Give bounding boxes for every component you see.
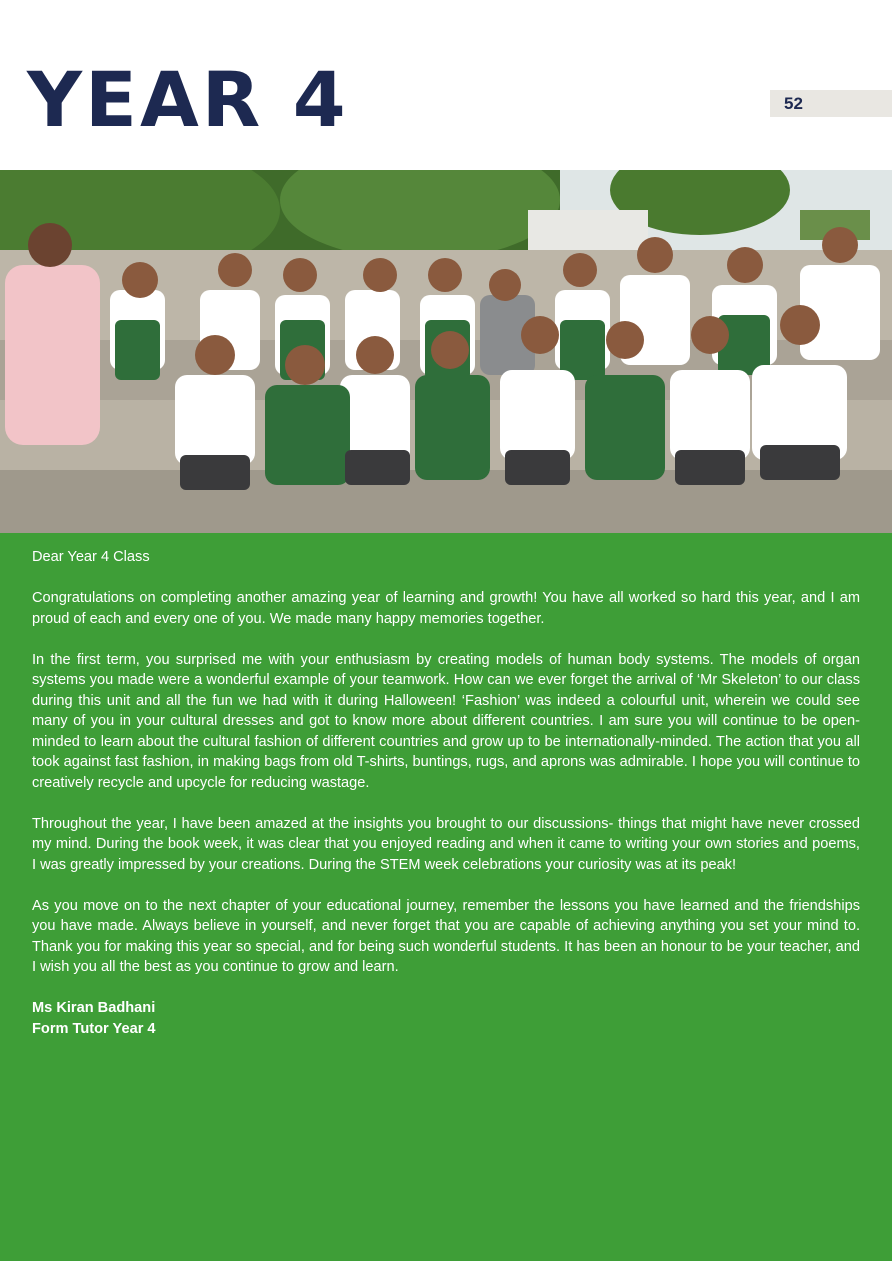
page-title: YEAR 4 xyxy=(27,55,349,144)
page-number: 52 xyxy=(784,94,803,113)
letter-signature xyxy=(32,998,860,1039)
letter-panel xyxy=(0,533,892,1261)
signature-role: Form Tutor Year 4 xyxy=(32,1020,156,1037)
page-header xyxy=(0,0,892,170)
signature-name: Ms Kiran Badhani xyxy=(32,1000,156,1016)
letter-paragraph-3: Throughout the year, I have been amazed at the insights you brought to our discussions- things that might have never crossed my mind. During the book week, it was clear that you enjoyed reading and when it came to writing your own stories and poems, I was greatly impressed by your creations. During the STEM week celebrations your curiosity was at its peak! xyxy=(32,815,860,873)
letter-salutation: Dear Year 4 Class xyxy=(32,549,150,565)
letter-paragraph-2: In the first term, you surprised me with your enthusiasm by creating models of human body systems. The models of organ systems you made were a wonderful example of your teamwork. How can we ever forget the arrival of ‘Mr Skeleton’ to our class during this unit and all the fun we had with it during Halloween! ‘Fashion’ was indeed a colourful unit, wherein we could see many of you in your cultural dresses and got to know more about different countries. I am sure you will continue to be open-minded to learn about the cultural fashion of different countries and grow up to be internationally-minded. The action that you all took against fast fashion, in making bags from old T-shirts, buntings, rugs, and aprons was admirable. I hope you will continue to creatively recycle and upcycle for reducing wastage. xyxy=(32,651,860,791)
letter-paragraph-1: Congratulations on completing another amazing year of learning and growth! You have all worked so hard this year, and I am proud of each and every one of you. We made many happy memories together. xyxy=(32,590,860,627)
class-group-photo xyxy=(0,170,892,533)
letter-paragraph-4: As you move on to the next chapter of your educational journey, remember the lessons you have learned and the friendships you have made. Always believe in yourself, and never forget that you are capable of achieving anything you set your mind to. Thank you for making this year so special, and for being such wonderful students. It has been an honour to be your teacher, and I wish you all the best as you continue to grow and learn. xyxy=(32,897,860,975)
page-number-badge xyxy=(770,90,892,117)
